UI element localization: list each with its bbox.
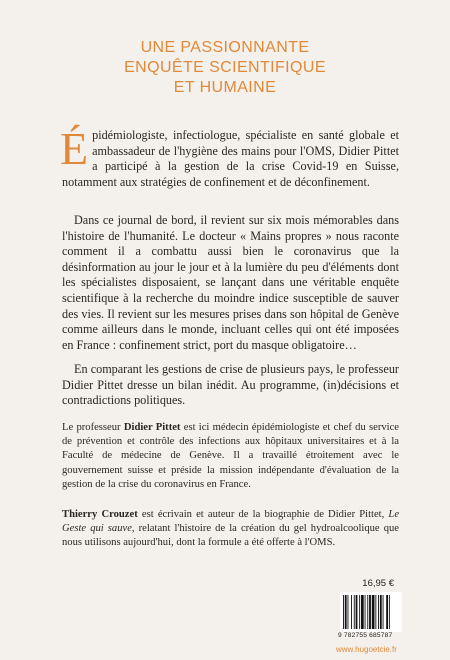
paragraph-2-text: Dans ce journal de bord, il revient sur six mois mémorables dans l'histoire de l'humanité. Le docteur « Mains propres » nous raconte comment il a combattu aussi bien le coronavirus que la désinformation au jour le jour et à la lumière du peu d'éléments dont les spécialistes disposaient, se lançant dans une véritable enquête scientifique à la recherche du moindre indice susceptible de sauver des vies. Il revient sur les mesures prises dans son hôpital de Genève comme ailleurs dans le monde, incluant celles qui ont été imposées en France : confinement strict, port du masque obligatoire… — [62, 213, 399, 352]
intro-paragraph — [60, 123, 399, 190]
barcode-bar — [343, 595, 344, 629]
bio-pittet-name: Didier Pittet — [123, 422, 181, 433]
isbn-number: 9 782755 685787 — [338, 632, 393, 639]
bio-pittet-prefix: Le professeur — [62, 422, 124, 433]
paragraph-2 — [62, 213, 399, 353]
barcode-bar — [359, 595, 360, 629]
barcode-bar — [345, 595, 347, 629]
barcode-icon — [340, 592, 402, 632]
dropcap-letter: É — [60, 123, 89, 174]
barcode-bar — [372, 595, 375, 629]
barcode-bar — [365, 595, 366, 629]
headline — [0, 38, 450, 98]
barcode-bar — [375, 595, 376, 629]
price-label: 16,95 € — [362, 578, 394, 589]
barcode-bar — [356, 595, 358, 629]
bio-crouzet-name: Thierry Crouzet — [62, 509, 138, 520]
author-bio-crouzet — [62, 508, 399, 551]
barcode-bar — [386, 595, 388, 629]
bio-pittet-text: est ici médecin épidémiologiste et chef du service de prévention et contrôle des infections aux hôpitaux universitaires et à la Faculté de médecine de Genève. Il a travaillé étroitement avec le gouvernement suisse et préside la mission indépendante d'évaluation de la gestion de la crise du coronavirus en France. — [62, 422, 400, 490]
barcode-bar — [354, 595, 355, 629]
barcode-bar — [380, 595, 382, 629]
barcode-bar — [351, 595, 352, 629]
barcode-bar — [367, 595, 368, 629]
barcode-bar — [361, 595, 364, 629]
bio-crouzet-book-title: Le Geste qui sauve — [62, 509, 400, 535]
author-bio-pittet — [62, 421, 399, 492]
barcode-bar — [369, 595, 371, 629]
paragraph-3 — [62, 362, 399, 409]
headline-line-2: ENQUÊTE SCIENTIFIQUE — [124, 59, 326, 76]
barcode-bar — [348, 595, 349, 629]
intro-text: pidémiologiste, infectiologue, spécialiste en santé globale et ambassadeur de l'hygiène des mains pour l'OMS, Didier Pittet a participé à la gestion de la crise Covid-19 en Suisse, notamment aux stratégies de confinement et de déconfinement. — [62, 128, 399, 189]
barcode-bar — [383, 595, 384, 629]
bio-crouzet-text-2: , relatant l'histoire de la création du gel hydroalcoolique que nous utilisons aujourd'hui, dont la formule a été offerte à l'OMS. — [62, 523, 399, 549]
bio-crouzet-text-1: est écrivain et auteur de la biographie de Didier Pittet, — [137, 509, 389, 520]
headline-line-3: ET HUMAINE — [173, 79, 277, 96]
publisher-website: www.hugoetcie.fr — [336, 645, 397, 654]
paragraph-3-text: En comparant les gestions de crise de plusieurs pays, le professeur Didier Pittet dresse un bilan inédit. Au programme, (in)décisions et contradictions politiques. — [62, 362, 399, 408]
headline-line-1: UNE PASSIONNANTE — [140, 39, 310, 56]
barcode-bar — [389, 595, 390, 629]
barcode-bar — [378, 595, 379, 629]
